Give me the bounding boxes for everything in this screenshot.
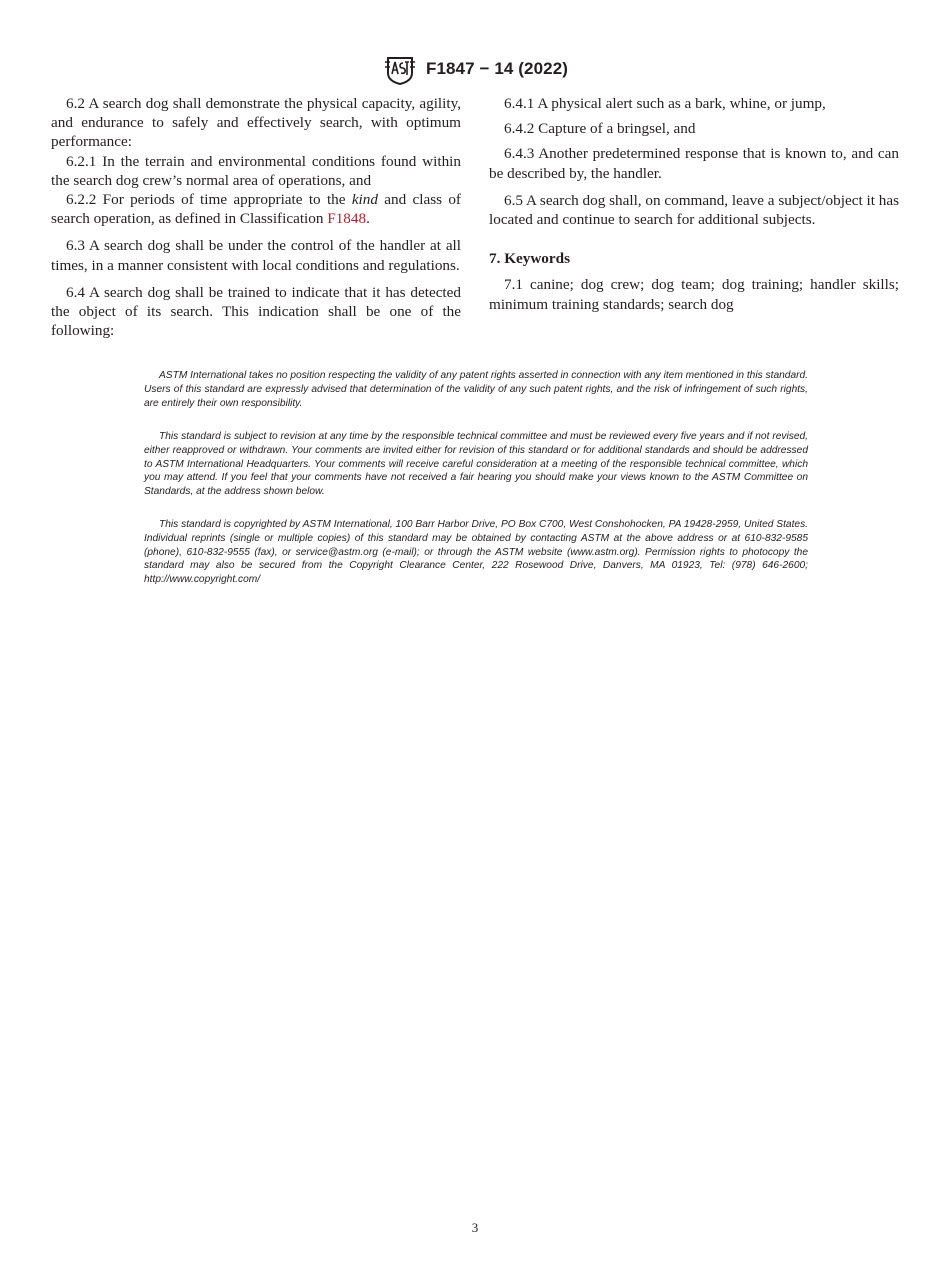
paragraph-6-4: 6.4 A search dog shall be trained to indicate that it has detected the object of its search. This indication shall be one of the following: xyxy=(51,283,461,340)
paragraph-6-2: 6.2 A search dog shall demonstrate the physical capacity, agility, and endurance to safely and effectively search, with optimum performance: xyxy=(51,95,461,151)
paragraph-6-3: 6.3 A search dog shall be under the control of the handler at all times, in a manner consistent with local conditions and regulations. xyxy=(51,237,461,274)
paragraph-6-2-2-italic-kind: kind xyxy=(351,191,378,209)
page-header xyxy=(0,52,950,86)
paragraph-6-2-2-text-c: . xyxy=(366,210,370,228)
paragraph-7-1: 7.1 canine; dog crew; dog team; dog training; handler skills; minimum training standards; search dog xyxy=(489,276,899,313)
paragraph-6-4-2: 6.4.2 Capture of a bringsel, and xyxy=(504,120,696,138)
page-number: 3 xyxy=(471,1220,479,1235)
right-column xyxy=(489,94,899,314)
paragraph-6-5: 6.5 A search dog shall, on command, leave a subject/object it has located and continue to search for additional subjects. xyxy=(489,191,899,229)
paragraph-6-2-1: 6.2.1 In the terrain and environmental conditions found within the search dog crew’s normal area of operations, and xyxy=(51,152,461,189)
f1848-reference-link[interactable]: F1848 xyxy=(327,210,367,228)
section-7-heading: 7. Keywords xyxy=(489,250,570,268)
copyright-notice: This standard is copyrighted by ASTM International, 100 Barr Harbor Drive, PO Box C700, West Conshohocken, PA 19428-2959, United States. Individual reprints (single or multiple copies) of this standard may be obtained by contacting ASTM at the above address or at 610-832-9585 (phone), 610-832-9555 (fax), or service@astm.org (e-mail); or through the ASTM website (www.astm.org). Permission rights to photocopy the standard may also be secured from the Copyright Clearance Center, 222 Rosewood Drive, Danvers, MA 01923, Tel: (978) 646-2600; http://www.copyright.com/ xyxy=(144,519,808,586)
patent-notice: ASTM International takes no position respecting the validity of any patent rights asserted in connection with any item mentioned in this standard. Users of this standard are expressly advised that determination of the validity of any such patent rights, and the risk of infringement of such rights, are entirely their own responsibility. xyxy=(144,370,808,409)
paragraph-6-2-2-text-b: and class of search operation, as defined in Classification xyxy=(51,191,461,228)
paragraph-6-2-2 xyxy=(51,190,461,228)
revision-notice: This standard is subject to revision at any time by the responsible technical committee and must be reviewed every five years and if not revised, either reapproved or withdrawn. Your comments are invited either for revision of this standard or for additional standards and should be addressed to ASTM International Headquarters. Your comments will receive careful consideration at a meeting of the responsible technical committee, which you may attend. If you feel that your comments have not received a fair hearing you should make your views known to the ASTM Committee on Standards, at the address shown below. xyxy=(144,431,808,498)
paragraph-6-4-1: 6.4.1 A physical alert such as a bark, whine, or jump, xyxy=(504,95,826,112)
document-designation: F1847 − 14 (2022) xyxy=(425,59,569,78)
astm-logo-icon xyxy=(382,53,418,85)
paragraph-6-2-2-text-a: 6.2.2 For periods of time appropriate to the xyxy=(66,191,352,209)
left-column xyxy=(51,94,461,340)
paragraph-6-4-3: 6.4.3 Another predetermined response that is known to, and can be described by, the handler. xyxy=(489,145,899,182)
